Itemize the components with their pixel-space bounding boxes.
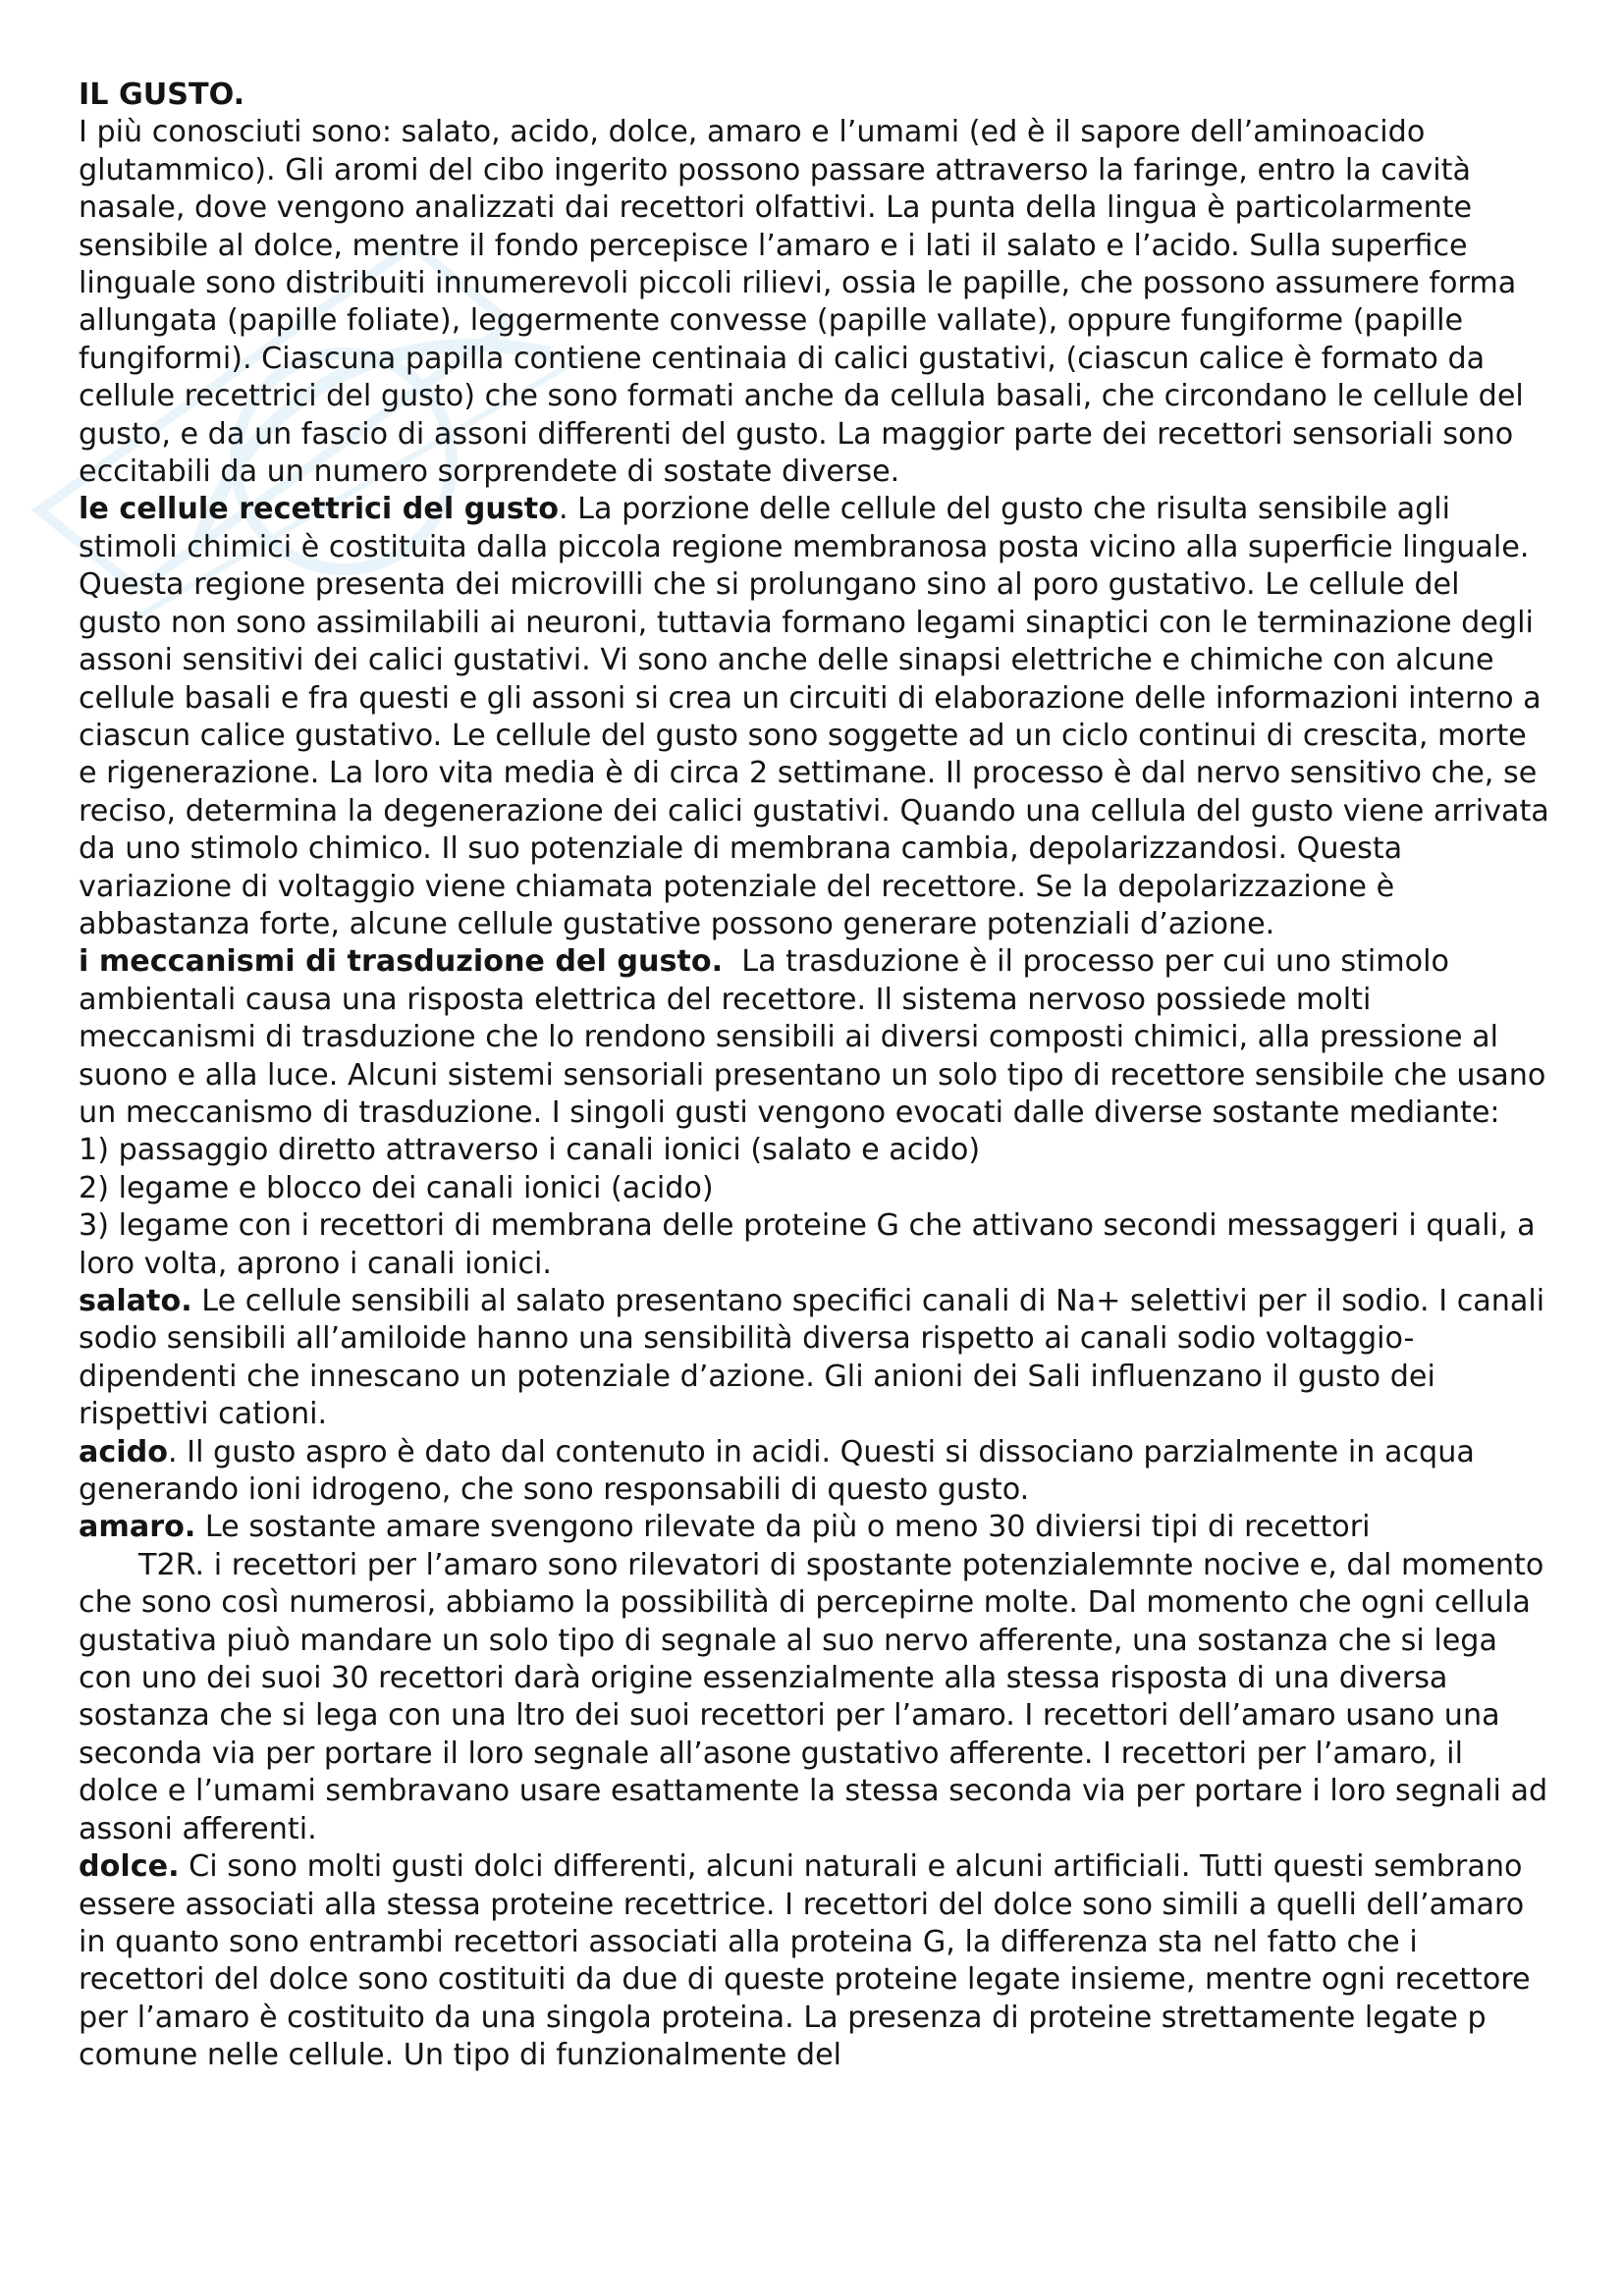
section-heading: amaro. bbox=[79, 1510, 196, 1545]
section-heading: dolce. bbox=[79, 1849, 180, 1885]
document-body bbox=[79, 77, 1555, 2075]
list-item: 2) legame e blocco dei canali ionici (acido) bbox=[79, 1170, 714, 1205]
intro-paragraph: I più conosciuti sono: salato, acido, dolce, amaro e l’umami (ed è il sapore dell’aminoacido glutammico). Gli aromi del cibo ingerito possono passare attraverso la faringe, entro la cavità nasale, dove vengono analizzati dai recettori olfattivi. La punta della lingua è particolarmente sensibile al dolce, mentre il fondo percepisce l’amaro e i lati il salato e l’acido. Sulla superfice linguale sono distribuiti innumerevoli piccoli rilievi, ossia le papille, che possono assumere forma allungata (papille foliate), leggermente convesse (papille vallate), oppure fungiforme (papille fungiformi). Ciascuna papilla contiene centinaia di calici gustativi, (ciascun calice è formato da cellule recettrici del gusto) che sono formati anche da cellula basali, che circondano le cellule del gusto, e da un fascio di assoni differenti del gusto. La maggior parte dei recettori sensoriali sono eccitabili da un numero sorprendete di sostate diverse. bbox=[79, 115, 1524, 490]
section-salato bbox=[79, 1283, 1551, 1434]
section-text: . La porzione delle cellule del gusto che risulta sensibile agli stimoli chimici è costituita dalla piccola regione membranosa posta vicino alla superficie linguale. Questa regione presenta dei microvilli che si prolungano sino al poro gustativo. Le cellule del gusto non sono assimilabili ai neuroni, tuttavia formano legami sinaptici con le terminazione degli assoni sensitivi dei calici gustativi. Vi sono anche delle sinapsi elettriche e chimiche con alcune cellule basali e fra questi e gli assoni si crea un circuiti di elaborazione delle informazioni interno a ciascun calice gustativo. Le cellule del gusto sono soggette ad un ciclo continui di crescita, morte e rigenerazione. La loro vita media è di circa 2 settimane. Il processo è dal nervo sensitivo che, se reciso, determina la degenerazione dei calici gustativi. Quando una cellula del gusto viene arrivata da uno stimolo chimico. Il suo potenziale di membrana cambia, depolarizzandosi. Questa variazione di voltaggio viene chiamata potenziale del recettore. Se la depolarizzazione è abbastanza forte, alcune cellule gustative possono generare potenziali d’azione. bbox=[79, 492, 1549, 941]
section-text: Ci sono molti gusti dolci differenti, alcuni naturali e alcuni artificiali. Tutti questi sembrano essere associati alla stessa proteine recettrice. I recettori del dolce sono simili a quelli dell’amaro in quanto sono entrambi recettori associati alla proteina G, la differenza sta nel fatto che i recettori del dolce sono costituiti da due di queste proteine legate insieme, mentre ogni recettore per l’amaro è costituito da una singola proteina. La presenza di proteine strettamente legate p comune nelle cellule. Un tipo di funzionalmente del bbox=[79, 1849, 1531, 2073]
section-trasduzione bbox=[79, 943, 1555, 1132]
section-heading: salato. bbox=[79, 1284, 192, 1318]
section-cellule-recettrici bbox=[79, 491, 1551, 943]
section-text: T2R. i recettori per l’amaro sono rilevatori di spostante potenzialemnte nocive e, dal momento che sono così numerosi, abbiamo la possibilità di percepirne molte. Dal momento che ogni cellula gustativa piuò mandare un solo tipo di segnale al suo nervo afferente, una sostanza che si lega con uno dei suoi 30 recettori darà origine essenzialmente alla stessa risposta di una diversa sostanza che si lega con una ltro dei suoi recettori per l’amaro. I recettori dell’amaro usano una seconda via per portare il loro segnale all’asone gustativo afferente. I recettori per l’amaro, il dolce e l’umami sembravano usare esattamente la stessa seconda via per portare i loro segnali ad assoni afferenti. bbox=[79, 1547, 1548, 1846]
section-heading: acido bbox=[79, 1434, 168, 1469]
document-title: IL GUSTO. bbox=[79, 78, 245, 112]
section-text: La trasduzione è il processo per cui uno stimolo ambientali causa una risposta elettrica del recettore. Il sistema nervoso possiede molti meccanismi di trasduzione che lo rendono sensibili ai diversi composti chimici, alla pressione al suono e alla luce. Alcuni sistemi sensoriali presentano un solo tipo di recettore sensibile che usano un meccanismo di trasduzione. I singoli gusti vengono evocati dalle diverse sostante mediante: bbox=[79, 944, 1555, 1130]
section-text: Le sostante amare svengono rilevate da più o meno 30 diviersi tipi di recettori bbox=[195, 1510, 1371, 1545]
list-item: 3) legame con i recettori di membrana delle proteine G che attivano secondi messaggeri i quali, a loro volta, aprono i canali ionici. bbox=[79, 1208, 1536, 1281]
section-dolce bbox=[79, 1848, 1551, 2074]
list-item: 1) passaggio diretto attraverso i canali ionici (salato e acido) bbox=[79, 1133, 981, 1168]
section-text: . Il gusto aspro è dato dal contenuto in acidi. Questi si dissociano parzialmente in acqua generando ioni idrogeno, che sono responsabili di questo gusto. bbox=[79, 1434, 1475, 1508]
section-heading: le cellule recettrici del gusto bbox=[79, 492, 559, 527]
section-acido bbox=[79, 1434, 1551, 1510]
section-amaro bbox=[79, 1509, 1551, 1848]
section-heading: i meccanismi di trasduzione del gusto. bbox=[79, 944, 724, 980]
section-text: Le cellule sensibili al salato presentano specifici canali di Na+ selettivi per il sodio. I canali sodio sensibili all’amiloide hanno una sensibilità diversa rispetto ai canali sodio voltaggio-dipendenti che innescano un potenziale d’azione. Gli anioni dei Sali influenzano il gusto dei rispettivi cationi. bbox=[79, 1284, 1545, 1432]
